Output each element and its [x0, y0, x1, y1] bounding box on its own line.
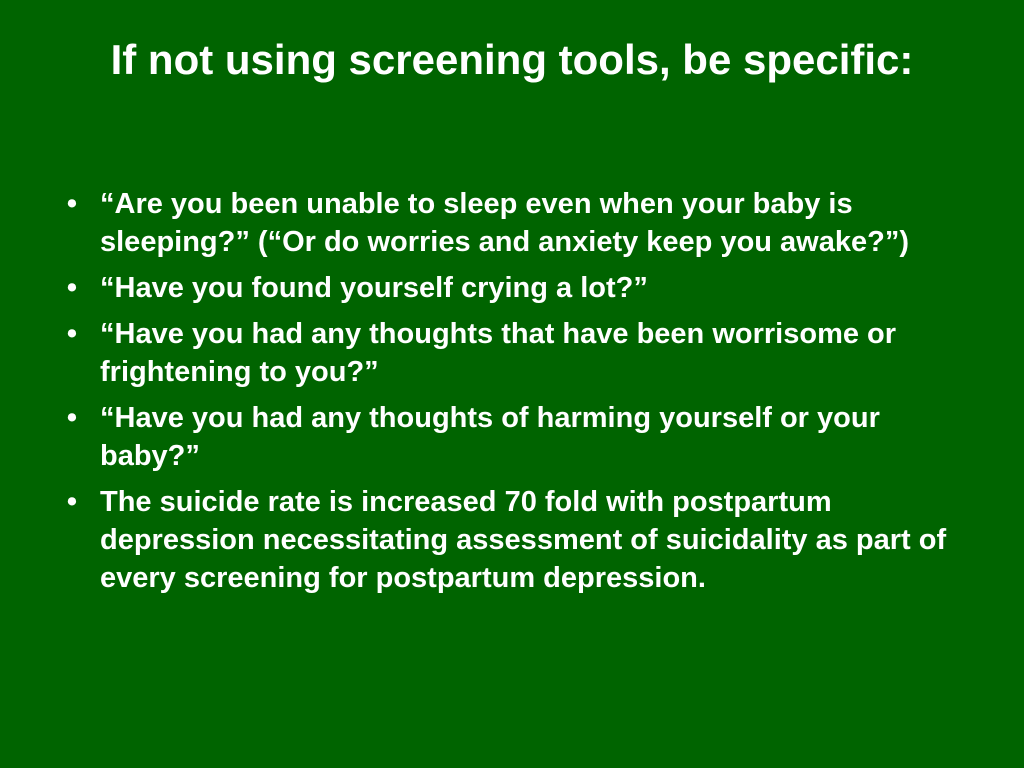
bullet-text: “Have you had any thoughts that have been worrisome or frightening to you?”	[100, 318, 897, 388]
bullet-item	[62, 185, 962, 261]
bullet-dot-icon: •	[66, 486, 78, 518]
bullet-item	[62, 483, 962, 597]
bullet-item	[62, 399, 962, 475]
bullet-dot-icon: •	[66, 188, 78, 220]
bullet-item	[62, 269, 962, 307]
bullet-text: “Have you found yourself crying a lot?”	[100, 272, 648, 304]
bullet-dot-icon: •	[66, 272, 78, 304]
bullet-dot-icon: •	[66, 318, 78, 350]
bullet-text: The suicide rate is increased 70 fold with postpartum depression necessitating assessment of suicidality as part of every screening for postpartum depression.	[100, 486, 947, 594]
bullet-item	[62, 315, 962, 391]
bullet-dot-icon: •	[66, 402, 78, 434]
slide-title: If not using screening tools, be specific:	[110, 36, 914, 83]
bullet-list	[62, 185, 962, 605]
bullet-text: “Are you been unable to sleep even when your baby is sleeping?” (“Or do worries and anxiety keep you awake?”)	[100, 188, 909, 258]
bullet-text: “Have you had any thoughts of harming yourself or your baby?”	[100, 402, 880, 472]
